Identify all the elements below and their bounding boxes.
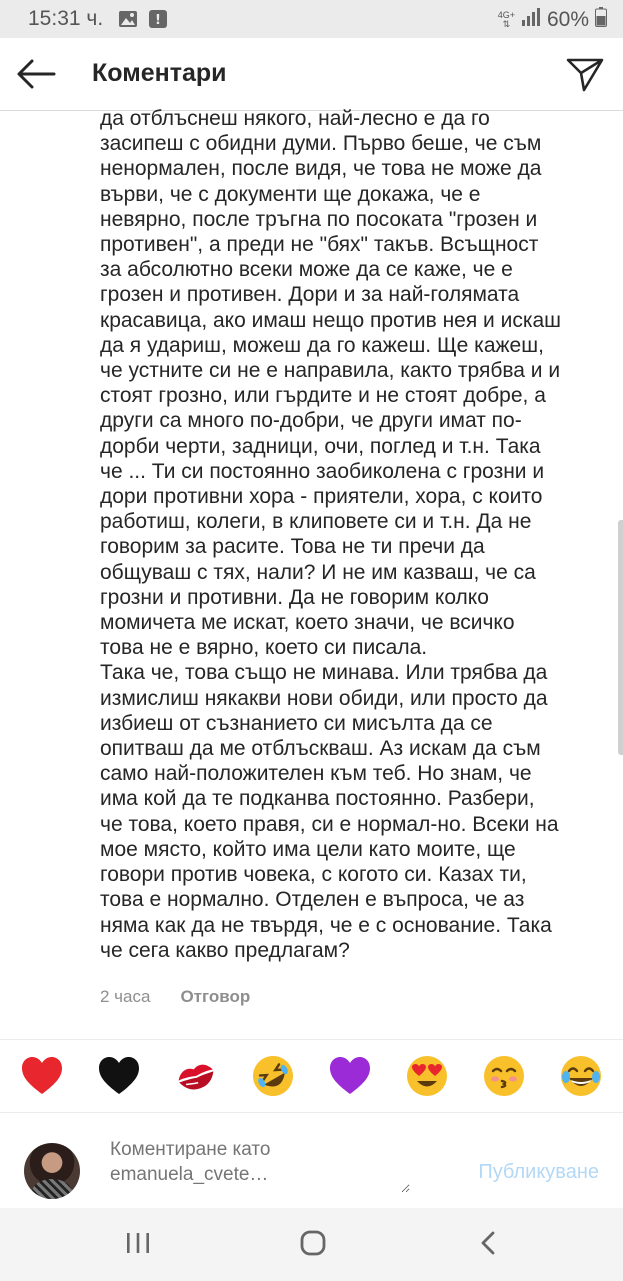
send-button[interactable] <box>565 54 605 94</box>
home-icon <box>299 1229 327 1262</box>
black-heart-icon[interactable] <box>96 1053 142 1099</box>
red-heart-icon[interactable] <box>19 1053 65 1099</box>
avatar <box>24 1143 80 1199</box>
send-icon <box>565 81 605 98</box>
rolling-laughing-face-icon[interactable] <box>250 1053 296 1099</box>
recent-apps-icon <box>125 1231 151 1260</box>
back-button[interactable] <box>14 54 58 94</box>
tears-of-joy-face-icon[interactable] <box>558 1053 604 1099</box>
heart-eyes-face-icon[interactable] <box>404 1053 450 1099</box>
image-icon <box>118 10 138 33</box>
status-time: 15:31 ч. <box>28 7 104 30</box>
network-type: 4G+ ⇅ <box>497 10 515 29</box>
comment-time: 2 часа <box>100 987 151 1006</box>
svg-text:!: ! <box>155 13 161 28</box>
battery-icon <box>595 7 607 33</box>
comment-paragraph: Така че, това също не минава. Или трябва да измислиш някакви нови обиди, или просто да избиеш от съзнанието си мисълта да се опитваш да ме отблъскваш. Аз искам да съм само най-положителен към теб. Но знам, че има кой да те подканва постоянно. Разбери, че това, което правя, си е нормал-но. Всеки на мое място, който има цели като моите, ще говори против човека, с когото си. Казах ти, това е нормално. Отделен е въпроса, че аз няма как да не твърдя, че е с основание. Така че сега какво предлагам? <box>100 661 559 962</box>
publish-button[interactable]: Публикуване <box>478 1161 599 1183</box>
notification-icon <box>148 9 168 34</box>
comment-paragraph: да отблъснеш някого, най-лесно е да го засипеш с обидни думи. Първо беше, че съм ненормален, после видя, че това не може да върви, че с документи ще докажа, че е невярно, после тръгна по посоката "грозен и противен", а преди не "бях" такъв. Всъщност за абсолютно всеки може да се каже, че е грозен и противен. Дори и за най-голямата красавица, ако имаш нещо против нея и искаш да я удариш, можеш да го кажеш. Ще кажеш, че устните си не е направила, както трябва и и стоят грозно, или гърдите и не стоят добре, а други са много по-добри, че други имат по-дорби черти, задници, очи, поглед и т.н. Така че ... Ти си постоянно заобиколена с грозни и дори противни хора - приятели, хора, с които работиш, колеги, в клиповете си и т.н. Да не говорим за расите. Това не ти пречи да общуваш с тях, нали? И не им казваш, че са грозни и противни. Да не говорим колко момичета ме искат, което значи, че всичко това не е вярно, което си писала. <box>100 107 562 660</box>
comment-input[interactable] <box>110 1137 410 1193</box>
kissing-face-icon[interactable] <box>481 1053 527 1099</box>
page-title: Коментари <box>92 59 227 87</box>
recent-apps-button[interactable] <box>118 1230 158 1260</box>
purple-heart-icon[interactable] <box>327 1053 373 1099</box>
scrollbar[interactable] <box>618 520 623 755</box>
header <box>0 38 623 111</box>
status-bar <box>0 0 623 38</box>
back-nav-button[interactable] <box>468 1230 508 1260</box>
navigation-bar <box>0 1208 623 1281</box>
home-button[interactable] <box>293 1230 333 1260</box>
reply-button[interactable]: Отговор <box>180 987 251 1006</box>
comment-text <box>100 106 562 963</box>
signal-icon <box>521 8 541 32</box>
comment-meta <box>100 987 250 1007</box>
emoji-bar <box>0 1040 623 1112</box>
arrow-left-icon <box>14 81 58 98</box>
comment-composer <box>0 1113 623 1208</box>
kiss-mark-icon[interactable] <box>173 1053 219 1099</box>
back-icon <box>478 1230 498 1261</box>
battery-percent: 60% <box>546 8 589 31</box>
